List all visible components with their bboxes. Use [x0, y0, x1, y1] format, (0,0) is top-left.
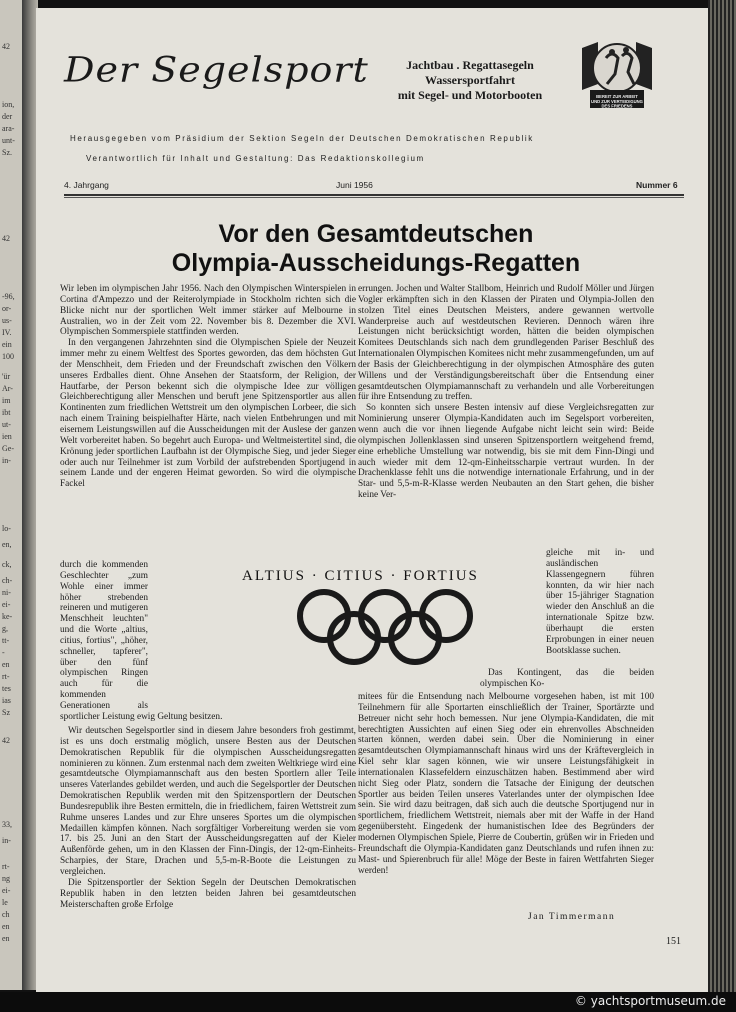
left-page-fragment: en [2, 660, 10, 669]
column-2-top [358, 284, 654, 548]
responsibility-line: Verantwortlich für Inhalt und Gestaltung: Das Redaktionskollegium [86, 154, 425, 163]
left-page-fragment: in- [2, 836, 11, 845]
column-1-top [60, 284, 356, 560]
left-page-fragment: tt- [2, 636, 10, 645]
column-1-after [60, 712, 356, 724]
left-page-fragment: IV. [2, 328, 12, 337]
publisher-line: Herausgegeben vom Präsidium der Sektion Segeln der Deutschen Demokratischen Republik [70, 134, 534, 143]
left-page-fragment: ut- [2, 420, 11, 429]
left-page-fragment: ibt [2, 408, 11, 417]
olympic-motto: ALTIUS · CITIUS · FORTIUS [242, 568, 479, 584]
paragraph: So konnten sich unsere Besten intensiv auf diese Vergleichsregatten zur Nominierung unserer Olympia-Kandidaten auch im Segelsport vorbereiten, wenn auch die vor ihnen liegende Aufgabe nicht leicht sein wird: Beide olympischen Jollenklassen sind unseren Spitzensportlern weitgehend fremd, eine erhebliche Umstellung war notwendig, bis sie mit dem Finn-Dingi und auch wieder mit dem 12-qm-Einheitsscharpie vertraut wurden. In der Drachenklasse fehlt uns die notwendige internationale Erfahrung, und in der Star- und 5,5-m-R-Klasse werden Neubauten an den Start gehen, die bisher keine Ver- [358, 403, 654, 501]
column-1-bottom [60, 726, 356, 962]
page-edges [708, 0, 736, 1012]
paragraph: In den vergangenen Jahrzehnten sind die Olympischen Spiele der Neuzeit immer mehr zu einem Weltfest des Sportes geworden, das dem höchsten Gut der Menschheit, dem Frieden und der Freundschaft zwischen den Völkern unseres Erdballes dient. Ohne Ansehen der Staatsform, der Religion, der Hautfarbe, der Person bekennt sich die olympische Idee zur völligen Gleichberechtigung aller Menschen und beruft jene Spitzensportler aus allen Kontinenten zum friedlichen Wettstreit um den olympischen Lorbeer, die sich nach einem Training beispielhafter Härte, nach vielen Entbehrungen und mit eisernem Leistungswillen auf die Ausscheidungen mit der Auslese der ganzen Welt vorbereitet haben. So begehrt auch Europa- und Weltmeistertitel sind, die Krönung jeder sportlichen Laufbahn ist der Olympische Sieg, und jeder Sieger oder auch nur Teilnehmer ist zum Vorbild der aufstrebenden Sportjugend in seinem Lande und der engeren Heimat geworden. So wird die olympische Fackel [60, 338, 356, 490]
left-page-fragment: ion, [2, 100, 15, 109]
paragraph: mitees für die Entsendung nach Melbourne vorgesehen haben, ist mit 100 Teilnehmern für alle Sportarten einschließlich der Trainer, Sportärzte und Betreuer nicht sehr hoch bemessen. Nur jene Olympia-Kandidaten, die mit berechtigten Aussichten auf einen Sieg oder ein ehrenvolles Abschneiden starten können, werden dabei sein. Über die Nominierung in einer gesamtdeutschen Olympiamannschaft hinaus wird uns der Kräftevergleich in Kiel sehr klar sagen können, wie wir unsere Leistungsfähigkeit in internationalen Klassefeldern einzuschätzen haben. Bestimmend aber wird nicht Sieg oder Platz, sondern die Tatsache der Einigung der deutschen Sportler aus beiden Teilen unseres Vaterlandes unter der olympischen Idee sein. Sie wird dazu beitragen, daß sich auch die deutsche Sportjugend nur in sportlichem, friedlichem Wettstreit, niemals aber mit der Waffe in der Hand gegenübersteht. Eingedenk der humanistischen Idee des Begründers der modernen Olympischen Spiele, Pierre de Coubertin, grüßen wir in Frieden und Freundschaft die Olympia-Kandidaten ganz Deutschlands und rufen ihnen zu: Mast- und Spierenbruch für alle! Möge der Beste in fairen Wettfahrten Sieger werden! [358, 692, 654, 876]
left-page-fragment: ni- [2, 588, 11, 597]
paragraph: gleiche mit in- und ausländischen Klassengegnern führen konnten, da wir hier nach über 15-jähriger Stagnation wieder den Anschluß an die internationale Spitze bzw. überhaupt die ersten Erprobungen in einer neuen Bootsklasse suchen. [546, 548, 654, 656]
date-label: Juni 1956 [336, 180, 373, 190]
column-1-wrap [60, 560, 148, 712]
left-page-fragment: en [2, 922, 10, 931]
issue-label: Nummer 6 [636, 180, 678, 190]
newspaper-page [36, 8, 708, 992]
left-page-fragment: ara- [2, 124, 15, 133]
left-page-fragment: ein [2, 340, 12, 349]
left-page-fragment: tes [2, 684, 11, 693]
left-page-fragment: ch- [2, 576, 13, 585]
left-page-fragment: Sz. [2, 148, 12, 157]
left-page-fragment: g, [2, 624, 8, 633]
left-page-stub [0, 0, 22, 990]
left-page-fragment: us- [2, 316, 12, 325]
left-page-fragment: ei- [2, 600, 11, 609]
left-page-fragment: ck, [2, 560, 12, 569]
masthead-subtitle [370, 58, 570, 103]
subtitle-line: Jachtbau . Regattasegeln [406, 58, 534, 72]
paragraph: Wir leben im olympischen Jahr 1956. Nach den Olympischen Winterspielen in Cortina d'Ampezzo und der Reiterolympiade in Stockholm richten sich die Blicke nicht nur der sportlichen Welt immer stärker auf Melbourne in Australien, wo in der Zeit vom 22. November bis 8. Dezember die XVI. Olympischen Sommerspiele stattfinden werden. [60, 284, 356, 338]
left-page-fragment: rt- [2, 672, 10, 681]
left-page-fragment: 33, [2, 820, 12, 829]
paragraph: errungen. Jochen und Walter Stallbom, Heinrich und Rudolf Möller und Jürgen Vogler erkämpften sich in den Klassen der Piraten und Olympia-Jollen den stolzen Titel eines Deutschen Meisters, andere gewannen wertvolle Wanderpreise auch auf westdeutschen Revieren. Dennoch wären ihre Leistungen nicht berücksichtigt worden, hätten die beiden olympischen Komitees Deutschlands sich nach dem grundlegenden Pariser Beschluß des Internationalen Olympischen Komitees nicht mehr zusammengefunden, um auf der Basis der Gleichberechtigung in der olympischen Atmosphäre des guten Willens und der Verständigungsbereitschaft über die Entsendung einer gesamtdeutschen Olympiamannschaft zu verhandeln und alle Vorbereitungen für ihre Entsendung zu treffen. [358, 284, 654, 403]
svg-text:UND ZUR VERTEIDIGUNG: UND ZUR VERTEIDIGUNG [591, 99, 643, 104]
copyright-credit: © yachtsportmuseum.de [574, 994, 726, 1008]
left-page-fragment: or- [2, 304, 12, 313]
left-page-fragment: ke- [2, 612, 13, 621]
left-page-fragment: ei- [2, 886, 11, 895]
title-line: Olympia-Ausscheidungs-Regatten [171, 249, 581, 277]
left-page-fragment: ng [2, 874, 10, 883]
left-page-fragment: Ar- [2, 384, 13, 393]
left-page-fragment: - [2, 648, 5, 657]
paragraph: Das Kontingent, das die beiden olympischen Ko- [480, 668, 654, 689]
paragraph: Die Spitzensportler der Sektion Segeln der Deutschen Demokratischen Republik haben in den letzten beiden Jahren bei gesamtdeutschen Meisterschaften große Erfolge [60, 877, 356, 910]
left-page-fragment: en, [2, 540, 12, 549]
left-page-fragment: 42 [2, 234, 10, 243]
svg-text:DES FRIEDENS: DES FRIEDENS [601, 103, 633, 109]
left-page-fragment: 42 [2, 42, 10, 51]
left-page-fragment: en [2, 934, 10, 943]
masthead-rule-thin [64, 197, 684, 198]
paragraph: sportlicher Leistung ewig Geltung besitzen. [60, 712, 223, 722]
column-2-wrap-2 [480, 668, 654, 692]
subtitle-line: Wassersportfahrt [425, 73, 515, 87]
left-page-fragment: 100 [2, 352, 14, 361]
left-page-fragment: ias [2, 696, 11, 705]
left-page-fragment: Ge- [2, 444, 14, 453]
left-page-fragment: lo- [2, 524, 11, 533]
left-page-fragment: im [2, 396, 11, 405]
sport-emblem-icon [576, 34, 658, 116]
left-page-fragment: unt- [2, 136, 15, 145]
paragraph: durch die kommenden Geschlechter „zum Wohle einer immer höher strebenden reineren und mutigeren Menschheit leuchten" und die Worte „altius, citius, fortius", „höher, schneller, tapferer", über den fünf olympischen Ringen auch für die kommenden Generationen als [60, 560, 148, 711]
page-number: 151 [666, 936, 681, 947]
left-page-fragment: ien [2, 432, 12, 441]
subtitle-line: mit Segel- und Motorbooten [397, 88, 543, 102]
left-page-fragment: in- [2, 456, 11, 465]
left-page-fragment: 42 [2, 736, 10, 745]
article-title [76, 220, 676, 278]
left-page-fragment: der [2, 112, 13, 121]
volume-label: 4. Jahrgang [64, 180, 109, 190]
left-page-fragment: -96, [2, 292, 15, 301]
left-page-fragment: 'ür [2, 372, 11, 381]
left-page-fragment: Sz [2, 708, 10, 717]
masthead-rule [64, 194, 684, 196]
masthead-logo: Der Segelsport [64, 50, 369, 90]
left-page-fragment: le [2, 898, 8, 907]
svg-text:BEREIT ZUR ARBEIT: BEREIT ZUR ARBEIT [596, 94, 638, 99]
left-page-fragment: ch [2, 910, 10, 919]
author-signature: Jan Timmermann [528, 912, 616, 922]
title-line: Vor den Gesamtdeutschen [218, 220, 534, 248]
left-page-fragment: rt- [2, 862, 10, 871]
olympic-rings-icon [290, 586, 480, 666]
paragraph: Wir deutschen Segelsportler sind in diesem Jahre besonders froh gestimmt, ist es uns doch erstmalig möglich, unsere Besten aus der Deutschen Demokratischen Republik für die olympischen Ausscheidungsregatten nominieren zu können. Zum erstenmal nach dem zweiten Weltkriege wird eine gesamtdeutsche Olympiamannschaft aus den besten Sportlern aller Teile unseres Vaterlandes gebildet werden, und auch die Segelsportler der Deutschen Demokratischen Republik werden mit den Spitzensportlern der Deutschen Bundesrepublik ihre Besten ermitteln, die in friedlichem, fairen Wettstreit zum Ruhme unseres Landes und zur Ehre unseres Sportes um die olympischen Medaillen kämpfen können. Nach sorgfältiger Vorbereitung werden sie vom 17. bis 25. Juni an den Start der Ausscheidungsregatten auf der Kieler Außenförde gehen, um in den Klassen der Finn-Dingis, der 12-qm-Einheits-Scharpies, der Stare, Drachen und 5,5-m-R-Boote die Leistungen zu vergleichen. [60, 726, 356, 877]
column-2-wrap [546, 548, 654, 666]
column-2-bottom [358, 692, 654, 910]
